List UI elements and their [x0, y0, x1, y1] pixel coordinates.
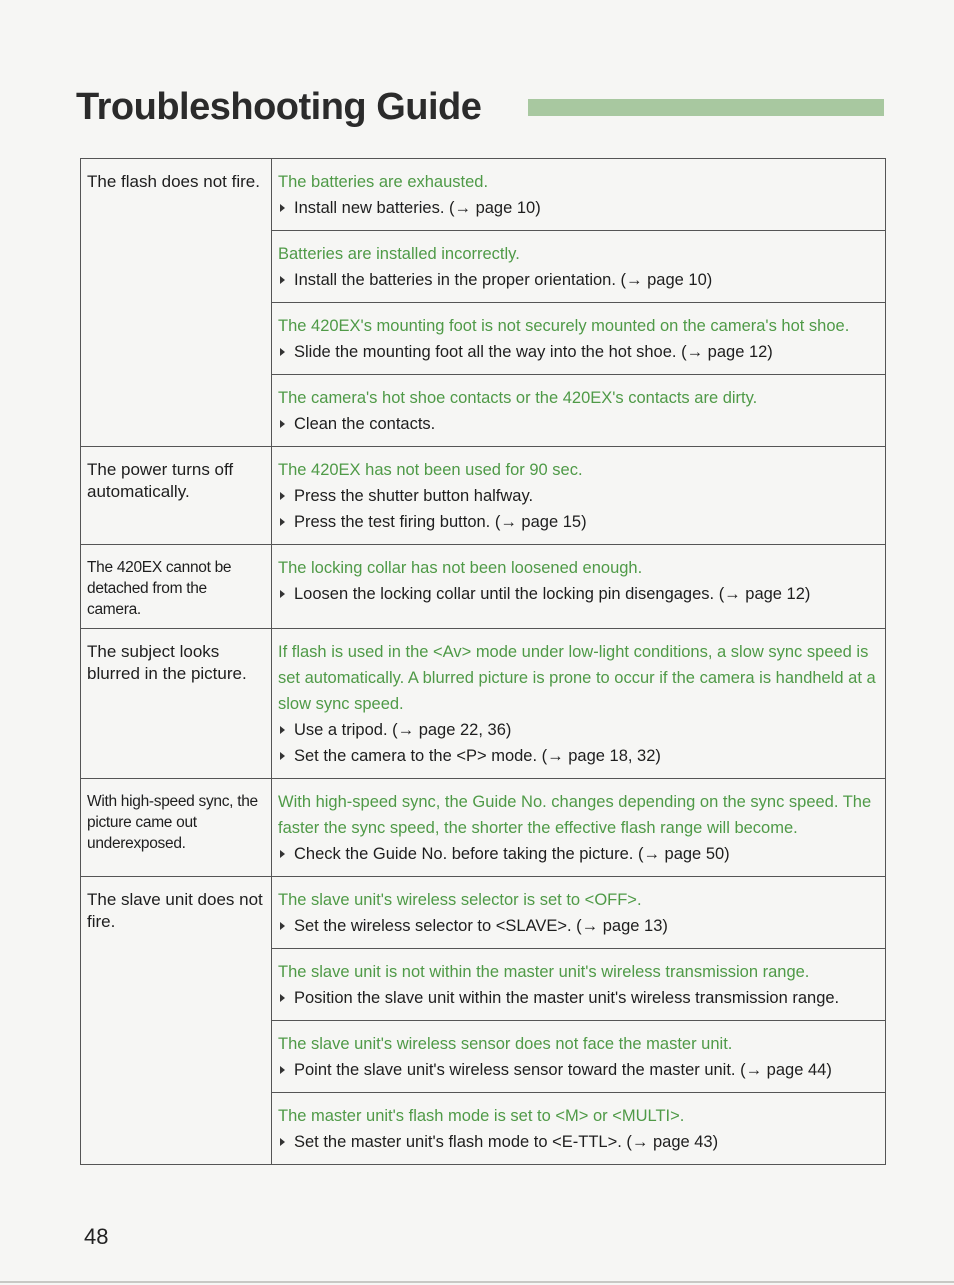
remedy-item: Install new batteries. (→ page 10)	[278, 195, 877, 221]
causes-cell	[272, 629, 886, 779]
problem-row	[81, 545, 886, 629]
problem-cell: The slave unit does not fire.	[81, 877, 272, 1165]
problem-row	[81, 447, 886, 545]
problem-cell: The power turns off automatically.	[81, 447, 272, 545]
causes-cell	[272, 877, 886, 1165]
cause-text: The slave unit's wireless sensor does not face the master unit.	[278, 1035, 733, 1053]
causes-cell	[272, 545, 886, 629]
cause-block	[272, 303, 885, 375]
cause-text: The batteries are exhausted.	[278, 173, 489, 191]
cause-block	[272, 447, 885, 544]
cause-text: The locking collar has not been loosened enough.	[278, 559, 643, 577]
problem-cell: With high-speed sync, the picture came out underexposed.	[81, 779, 272, 877]
remedy-item: Use a tripod. (→ page 22, 36)	[278, 717, 877, 743]
causes-cell	[272, 779, 886, 877]
cause-text: The 420EX's mounting foot is not securely mounted on the camera's hot shoe.	[278, 317, 850, 335]
cause-text: The camera's hot shoe contacts or the 420EX's contacts are dirty.	[278, 389, 758, 407]
cause-text: If flash is used in the <Av> mode under low-light conditions, a slow sync speed is set automatically. A blurred picture is prone to occur if the camera is handheld at a slow sync speed.	[278, 643, 876, 713]
remedy-item: Position the slave unit within the master unit's wireless transmission range.	[278, 985, 877, 1011]
page-title: Troubleshooting Guide	[76, 86, 482, 128]
cause-block	[272, 1093, 885, 1164]
cause-block	[272, 779, 885, 876]
remedy-item: Check the Guide No. before taking the picture. (→ page 50)	[278, 841, 877, 867]
cause-block	[272, 949, 885, 1021]
remedy-item: Loosen the locking collar until the locking pin disengages. (→ page 12)	[278, 581, 877, 607]
remedy-item: Slide the mounting foot all the way into the hot shoe. (→ page 12)	[278, 339, 877, 365]
cause-block	[272, 1021, 885, 1093]
causes-cell	[272, 447, 886, 545]
remedy-item: Clean the contacts.	[278, 411, 877, 437]
cause-text: Batteries are installed incorrectly.	[278, 245, 520, 263]
problem-row	[81, 159, 886, 447]
problem-row	[81, 877, 886, 1165]
title-decoration-bar	[528, 99, 884, 116]
causes-cell	[272, 159, 886, 447]
remedy-item: Set the master unit's flash mode to <E-TTL>. (→ page 43)	[278, 1129, 877, 1155]
page-number: 48	[84, 1224, 109, 1249]
remedy-item: Install the batteries in the proper orientation. (→ page 10)	[278, 267, 877, 293]
cause-block	[272, 375, 885, 446]
troubleshooting-table	[80, 158, 886, 1165]
cause-block	[272, 877, 885, 949]
remedy-item: Press the test firing button. (→ page 15)	[278, 509, 877, 535]
cause-text: The slave unit is not within the master unit's wireless transmission range.	[278, 963, 810, 981]
cause-text: The slave unit's wireless selector is set to <OFF>.	[278, 891, 642, 909]
bottom-rule	[0, 1281, 954, 1283]
problem-row	[81, 629, 886, 779]
remedy-item: Press the shutter button halfway.	[278, 483, 877, 509]
cause-block	[272, 231, 885, 303]
cause-text: The master unit's flash mode is set to <M> or <MULTI>.	[278, 1107, 685, 1125]
remedy-item: Point the slave unit's wireless sensor toward the master unit. (→ page 44)	[278, 1057, 877, 1083]
problem-cell: The 420EX cannot be detached from the camera.	[81, 545, 272, 629]
cause-text: With high-speed sync, the Guide No. changes depending on the sync speed. The faster the sync speed, the shorter the effective flash range will become.	[278, 793, 872, 837]
problem-row	[81, 779, 886, 877]
remedy-item: Set the camera to the <P> mode. (→ page 18, 32)	[278, 743, 877, 769]
cause-block	[272, 159, 885, 231]
problem-cell: The flash does not fire.	[81, 159, 272, 447]
cause-text: The 420EX has not been used for 90 sec.	[278, 461, 583, 479]
cause-block	[272, 629, 885, 778]
remedy-item: Set the wireless selector to <SLAVE>. (→ page 13)	[278, 913, 877, 939]
problem-cell: The subject looks blurred in the picture.	[81, 629, 272, 779]
cause-block	[272, 545, 885, 616]
